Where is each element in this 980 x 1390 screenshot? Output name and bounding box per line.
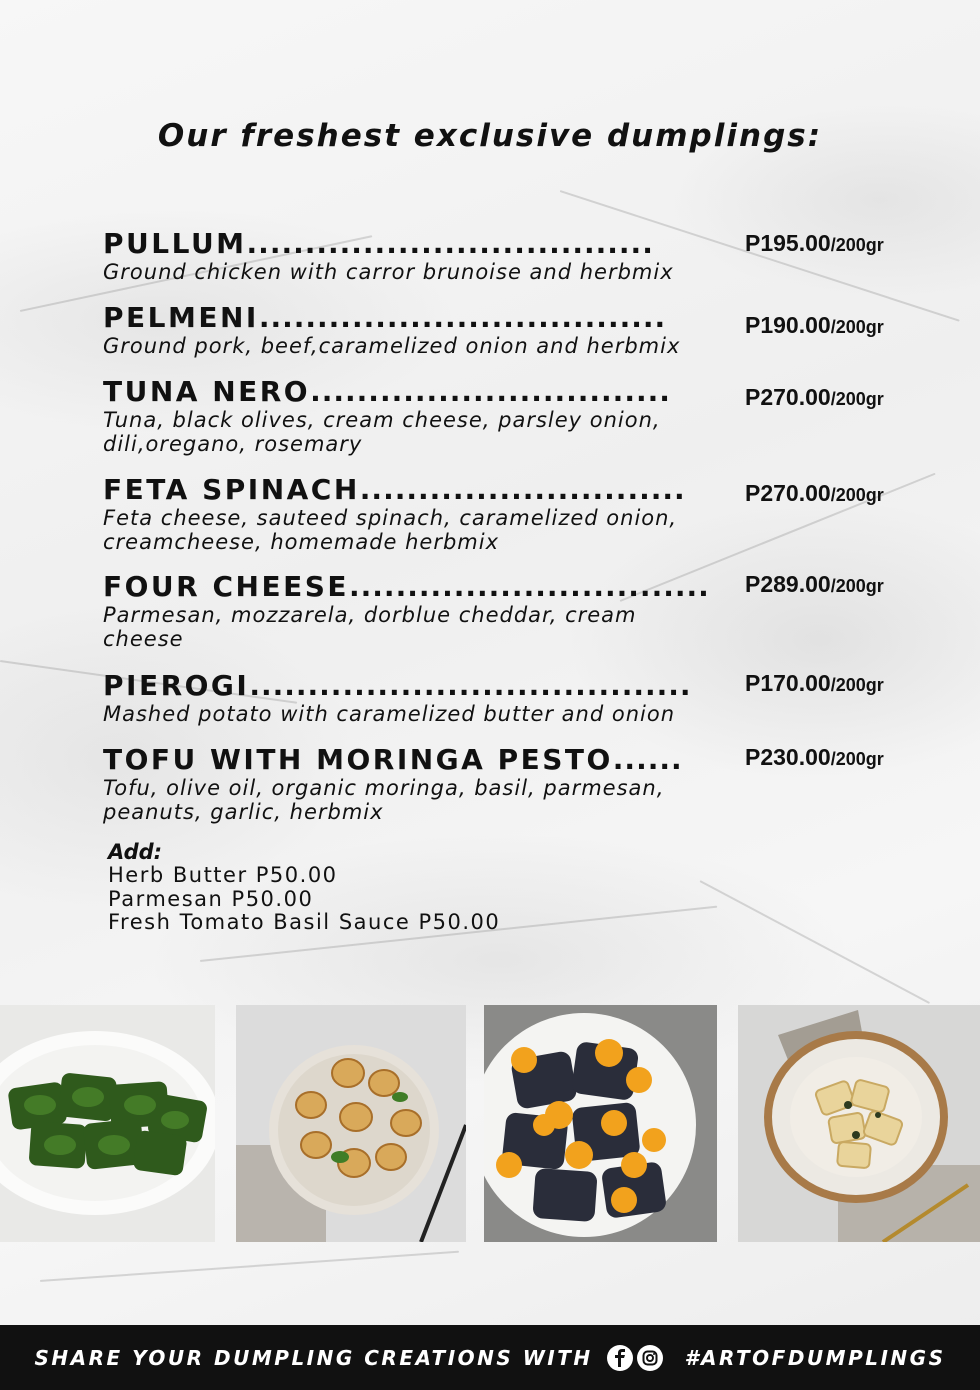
- addon-line: Herb Butter P50.00: [108, 863, 338, 887]
- price-unit: /200gr: [830, 675, 884, 695]
- price-unit: /200gr: [830, 235, 884, 255]
- item-name-line: [103, 670, 715, 702]
- price-value: P170.00: [745, 670, 831, 696]
- item-name-line: [103, 228, 715, 260]
- item-description: Feta cheese, sauteed spinach, caramelized onion, creamcheese, homemade herbmix: [103, 506, 678, 554]
- price-unit: /200gr: [830, 576, 884, 596]
- item-name-line: [103, 302, 715, 334]
- menu-item: [103, 744, 923, 824]
- leader-dots: ...................................: [246, 228, 654, 260]
- item-description: Ground chicken with carror brunoise and herbmix: [103, 260, 674, 284]
- price-value: P289.00: [745, 571, 831, 597]
- facebook-icon[interactable]: [607, 1345, 633, 1371]
- price-value: P190.00: [745, 312, 831, 338]
- photo-tortellini-plate: [236, 1005, 466, 1242]
- item-name: TUNA NERO: [103, 376, 311, 408]
- photo-spinach-dumplings: [0, 1005, 215, 1242]
- price-value: P195.00: [745, 230, 831, 256]
- photo-black-ravioli-shrimp: [484, 1005, 717, 1242]
- marble-vein: [40, 1251, 459, 1282]
- leader-dots: ...............................: [349, 571, 710, 603]
- marble-vein: [700, 880, 931, 1004]
- item-description: Parmesan, mozzarela, dorblue cheddar, cream cheese: [103, 603, 637, 651]
- menu-item: [103, 670, 923, 726]
- leader-dots: ...............................: [310, 376, 671, 408]
- item-name-line: [103, 376, 715, 408]
- item-name-line: [103, 474, 715, 506]
- price-unit: /200gr: [830, 317, 884, 337]
- item-name-line: [103, 744, 715, 776]
- menu-item: [103, 302, 923, 358]
- leader-dots: ............................: [359, 474, 686, 506]
- menu-headline: Our freshest exclusive dumplings:: [157, 118, 823, 154]
- item-price: [745, 571, 884, 598]
- footer-hashtag: #ARTOFDUMPLINGS: [684, 1345, 946, 1370]
- price-unit: /200gr: [830, 749, 884, 769]
- item-price: [745, 384, 884, 411]
- item-description: Tuna, black olives, cream cheese, parsley onion, dili,oregano, rosemary: [103, 408, 661, 456]
- price-unit: /200gr: [830, 485, 884, 505]
- price-value: P270.00: [745, 384, 831, 410]
- instagram-icon[interactable]: [637, 1345, 663, 1371]
- price-value: P230.00: [745, 744, 831, 770]
- menu-item: [103, 376, 923, 456]
- item-description: Tofu, olive oil, organic moringa, basil, parmesan, peanuts, garlic, herbmix: [103, 776, 665, 824]
- photo-ravioli-bowl: [738, 1005, 980, 1242]
- addon-line: Parmesan P50.00: [108, 886, 314, 911]
- item-price: [745, 230, 884, 257]
- leader-dots: ......................................: [249, 670, 692, 702]
- price-value: P270.00: [745, 480, 831, 506]
- item-name: PELMENI: [103, 302, 259, 334]
- footer-text: SHARE YOUR DUMPLING CREATIONS WITH: [34, 1345, 593, 1370]
- item-description: Mashed potato with caramelized butter and onion: [103, 702, 676, 726]
- menu-item: [103, 228, 923, 284]
- item-description: Ground pork, beef,caramelized onion and herbmix: [103, 334, 681, 358]
- menu-item: [103, 571, 923, 651]
- item-name: PIEROGI: [103, 670, 250, 702]
- addon-line: Fresh Tomato Basil Sauce P50.00: [108, 910, 501, 934]
- price-unit: /200gr: [830, 389, 884, 409]
- social-icons: [607, 1345, 663, 1371]
- item-price: [745, 744, 884, 771]
- leader-dots: ...................................: [258, 302, 667, 334]
- footer-bar: [0, 1325, 980, 1390]
- item-name: TOFU WITH MORINGA PESTO: [103, 744, 613, 776]
- item-name: PULLUM: [103, 228, 247, 260]
- addons-section: [108, 840, 500, 935]
- item-price: [745, 670, 884, 697]
- item-price: [745, 480, 884, 507]
- leader-dots: ......: [612, 744, 683, 776]
- menu-item: [103, 474, 923, 554]
- item-name-line: [103, 571, 715, 603]
- item-name: FOUR CHEESE: [103, 571, 350, 603]
- item-name: FETA SPINACH: [103, 474, 360, 506]
- item-price: [745, 312, 884, 339]
- addons-label: Add:: [108, 840, 163, 864]
